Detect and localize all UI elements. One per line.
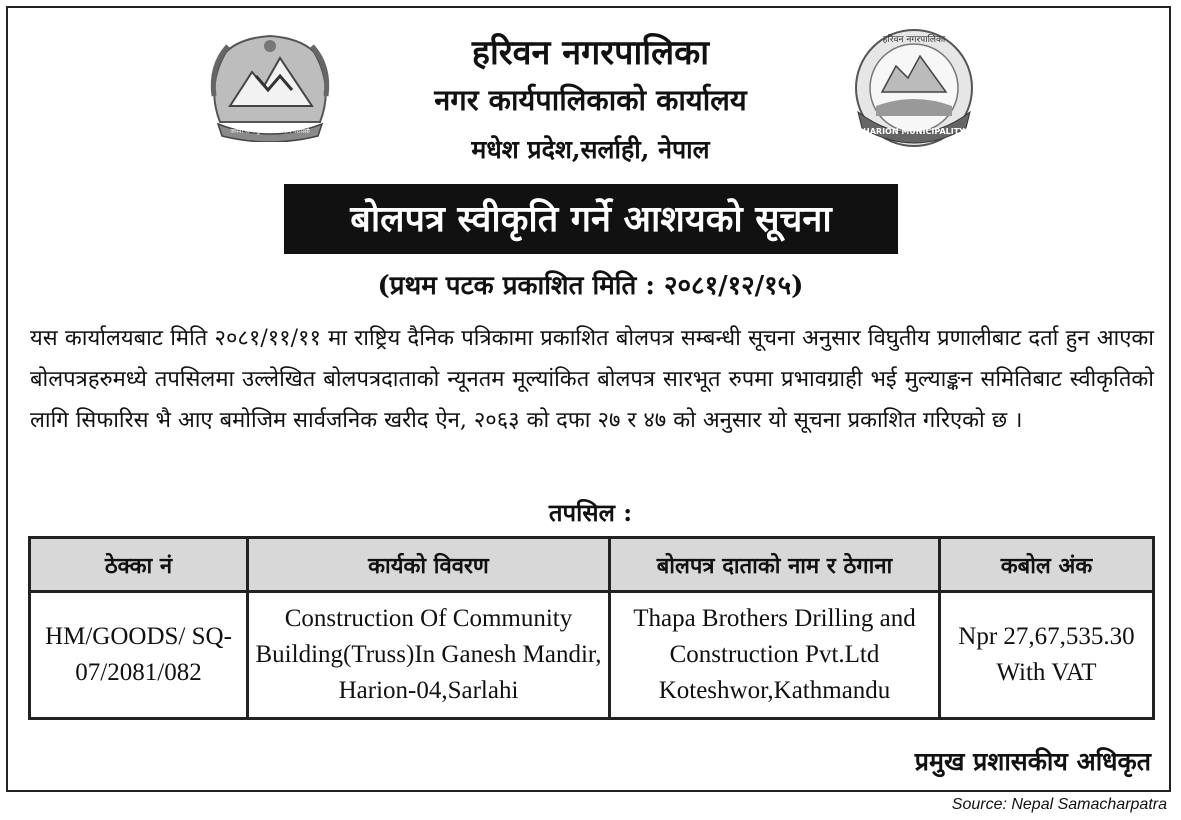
header-bidder: बोलपत्र दाताको नाम र ठेगाना xyxy=(610,538,940,592)
header-bid-amount: कबोल अंक xyxy=(940,538,1154,592)
signatory-title: प्रमुख प्रशासकीय अधिकृत xyxy=(914,747,1151,776)
office-location: मधेश प्रदेश,सर्लाही, नेपाल xyxy=(471,135,710,164)
emblem-right-bottom-label: HARION MUNICIPALITY xyxy=(863,127,965,136)
office-name: नगर कार्यपालिकाको कार्यालय xyxy=(434,83,747,117)
cell-work-description: Construction Of Community Building(Truss)In Ganesh Mandir, Harion-04,Sarlahi xyxy=(248,592,610,719)
emblem-left-motto: जननी जन्मभूमिश्च स्वर्गादपि गरीयसी xyxy=(230,128,310,135)
details-label: तपसिल : xyxy=(548,498,633,527)
source-credit: Source: Nepal Samacharpatra xyxy=(951,796,1167,813)
header-contract-no: ठेक्का नं xyxy=(30,538,248,592)
table-header-row xyxy=(30,538,1154,592)
table-row xyxy=(30,592,1154,719)
notice-body: यस कार्यालयबाट मिति २०८१/११/११ मा राष्ट्रिय दैनिक पत्रिकामा प्रकाशित बोलपत्र सम्बन्धी सूचना अनुसार विघुतीय प्रणालीबाट दर्ता हुन आएका बोलपत्रहरुमध्ये तपसिलमा उल्लेखित बोलपत्रदाताको न्यूनतम मूल्यांकित बोलपत्र सारभूत रुपमा प्रभावग्राही भई मुल्याङ्कन समितिबाट स्वीकृतिको लागि सिफारिस भै आए बमोजिम सार्वजनिक खरीद ऐन, २०६३ को दफा २७ र ४७ को अनुसार यो सूचना प्रकाशित गरिएको छ । xyxy=(30,326,1154,433)
header-work-description: कार्यको विवरण xyxy=(248,538,610,592)
tender-table xyxy=(28,536,1155,720)
published-date: (प्रथम पटक प्रकाशित मिति : २०८१/१२/१५) xyxy=(377,271,804,301)
emblem-right-top-label: हरिवन नगरपालिका xyxy=(882,35,946,45)
cell-bidder: Thapa Brothers Drilling and Construction Pvt.Ltd Koteshwor,Kathmandu xyxy=(610,592,940,719)
cell-contract-no: HM/GOODS/ SQ-07/2081/082 xyxy=(30,592,248,719)
notice-title: बोलपत्र स्वीकृति गर्ने आशयको सूचना xyxy=(284,184,898,254)
municipality-name: हरिवन नगरपालिका xyxy=(471,33,710,73)
cell-bid-amount: Npr 27,67,535.30 With VAT xyxy=(940,592,1154,719)
